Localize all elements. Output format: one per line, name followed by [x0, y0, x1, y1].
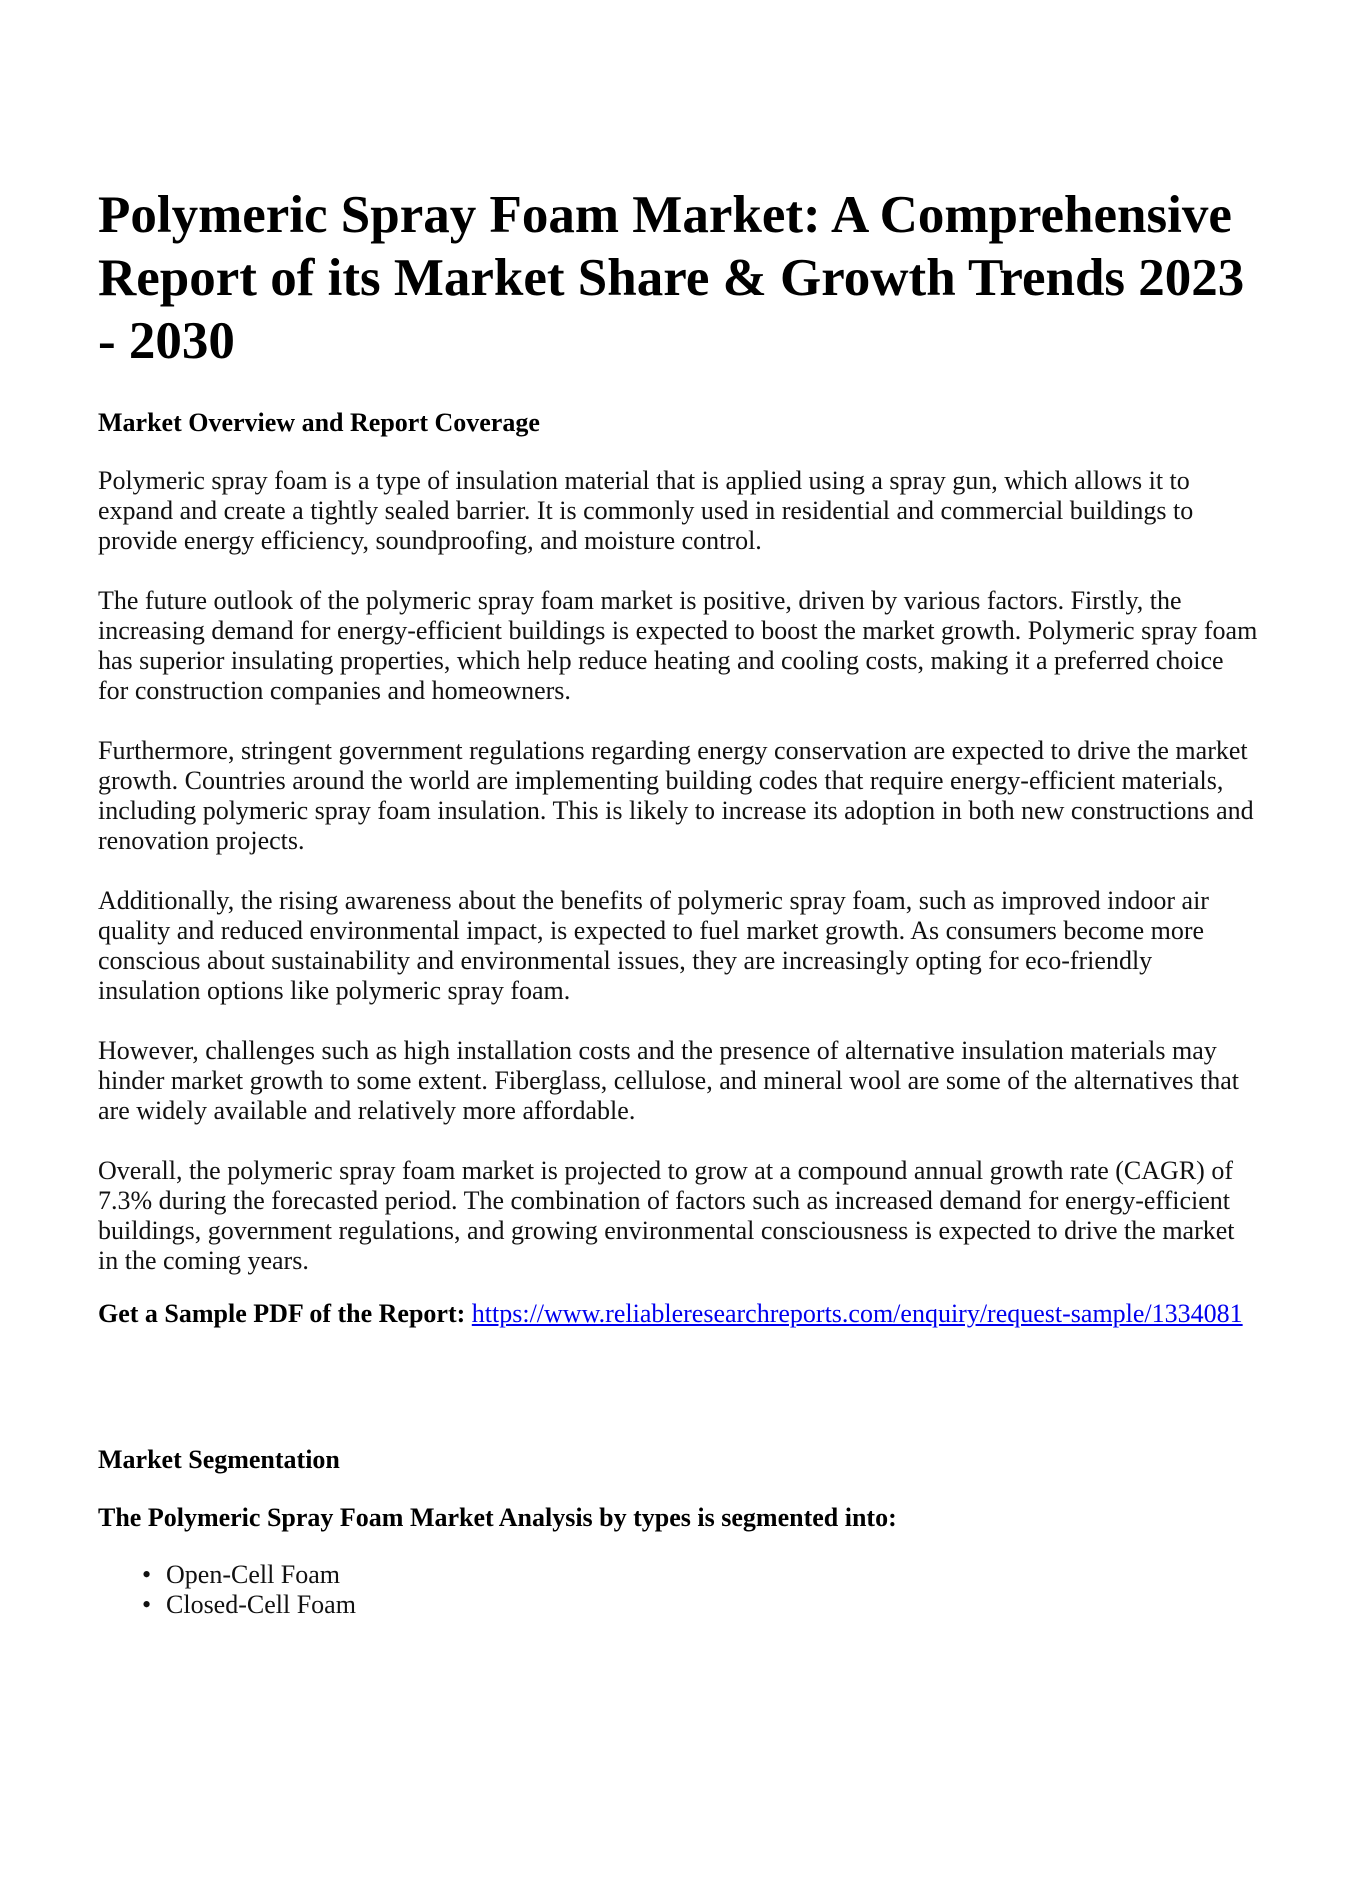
bullet-icon: •: [142, 1560, 152, 1589]
page-title: Polymeric Spray Foam Market: A Comprehensive Report of its Market Share & Growth Trends 2023 - 2030: [98, 186, 1245, 370]
sample-pdf-label: Get a Sample PDF of the Report:: [98, 1299, 466, 1328]
type-label: Open-Cell Foam: [166, 1560, 341, 1589]
sample-pdf-link[interactable]: https://www.reliableresearchreports.com/enquiry/request-sample/1334081: [471, 1299, 1243, 1328]
overview-paragraph-6: Overall, the polymeric spray foam market is projected to grow at a compound annual growth rate (CAGR) of 7.3% during the forecasted period. The combination of factors such as increased demand for energy-efficient buildings, government regulations, and growing environmental consciousness is expected to drive the market in the coming years.: [98, 1156, 1235, 1275]
overview-paragraph-5: However, challenges such as high installation costs and the presence of alternative insulation materials may hinder market growth to some extent. Fiberglass, cellulose, and mineral wool are some of the alternatives that are widely available and relatively more affordable.: [98, 1036, 1240, 1125]
overview-paragraph-2: The future outlook of the polymeric spray foam market is positive, driven by various factors. Firstly, the increasing demand for energy-efficient buildings is expected to boost the market growth. Polymeric spray foam has superior insulating properties, which help reduce heating and cooling costs, making it a preferred choice for construction companies and homeowners.: [98, 586, 1258, 705]
overview-paragraph-3: Furthermore, stringent government regulations regarding energy conservation are expected to drive the market growth. Countries around the world are implementing building codes that require energy-efficient materials, including polymeric spray foam insulation. This is likely to increase its adoption in both new constructions and renovation projects.: [98, 736, 1254, 855]
sample-pdf-cta: [98, 1299, 1258, 1329]
list-item-closed-cell: [142, 1590, 356, 1620]
list-item-open-cell: [142, 1560, 356, 1590]
types-list: [98, 1560, 356, 1620]
overview-paragraph-4: Additionally, the rising awareness about the benefits of polymeric spray foam, such as improved indoor air quality and reduced environmental impact, is expected to fuel market growth. As consumers become more conscious about sustainability and environmental issues, they are increasingly opting for eco-friendly insulation options like polymeric spray foam.: [98, 886, 1209, 1005]
types-heading: The Polymeric Spray Foam Market Analysis by types is segmented into:: [98, 1503, 897, 1532]
type-label: Closed-Cell Foam: [166, 1590, 356, 1619]
segmentation-heading: Market Segmentation: [98, 1445, 340, 1474]
overview-paragraph-1: Polymeric spray foam is a type of insulation material that is applied using a spray gun, which allows it to expand and create a tightly sealed barrier. It is commonly used in residential and commercial buildings to provide energy efficiency, soundproofing, and moisture control.: [98, 466, 1194, 555]
overview-body: [98, 466, 1258, 1306]
overview-heading: Market Overview and Report Coverage: [98, 408, 540, 437]
bullet-icon: •: [142, 1590, 152, 1619]
